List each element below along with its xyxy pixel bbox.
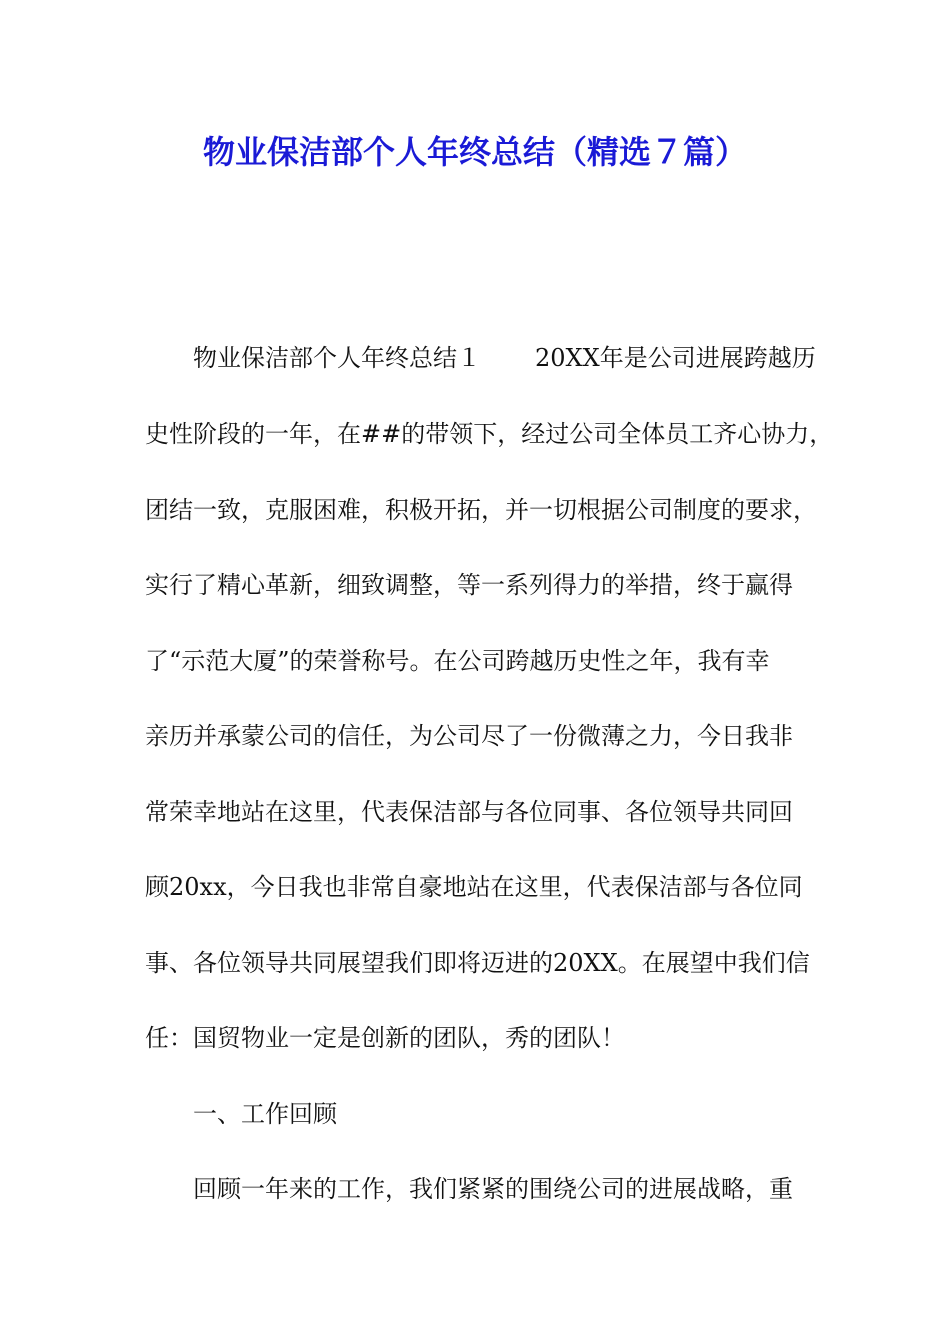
paragraph-line: 亲历并承蒙公司的信任，为公司尽了一份微薄之力，今日我非: [145, 722, 793, 750]
paragraph-line: 团结一致，克服困难，积极开拓，并一切根据公司制度的要求，: [145, 496, 817, 524]
paragraph-line: [193, 338, 816, 378]
paragraph-line: 了“示范大厦”的荣誉称号。在公司跨越历史性之年，我有幸: [145, 647, 770, 675]
paragraph-line: 任：国贸物业一定是创新的团队，秀的团队！: [145, 1024, 625, 1052]
paragraph-lead: 物业保洁部个人年终总结１: [193, 344, 481, 372]
paragraph-text: 20XX年是公司进展跨越历: [535, 344, 816, 372]
paragraph-line: 事、各位领导共同展望我们即将迈进的20XX。在展望中我们信: [145, 949, 810, 977]
paragraph-line: 顾20xx，今日我也非常自豪地站在这里，代表保洁部与各位同: [145, 873, 803, 901]
paragraph-line: 回顾一年来的工作，我们紧紧的围绕公司的进展战略，重: [193, 1175, 793, 1203]
paragraph-line: 史性阶段的一年，在##的带领下，经过公司全体员工齐心协力，: [145, 420, 834, 448]
document-title: 物业保洁部个人年终总结（精选７篇）: [202, 133, 747, 171]
section-heading: 一、工作回顾: [193, 1100, 337, 1128]
paragraph-line: 常荣幸地站在这里，代表保洁部与各位同事、各位领导共同回: [145, 798, 793, 826]
paragraph-line: 实行了精心革新，细致调整，等一系列得力的举措，终于赢得: [145, 571, 793, 599]
